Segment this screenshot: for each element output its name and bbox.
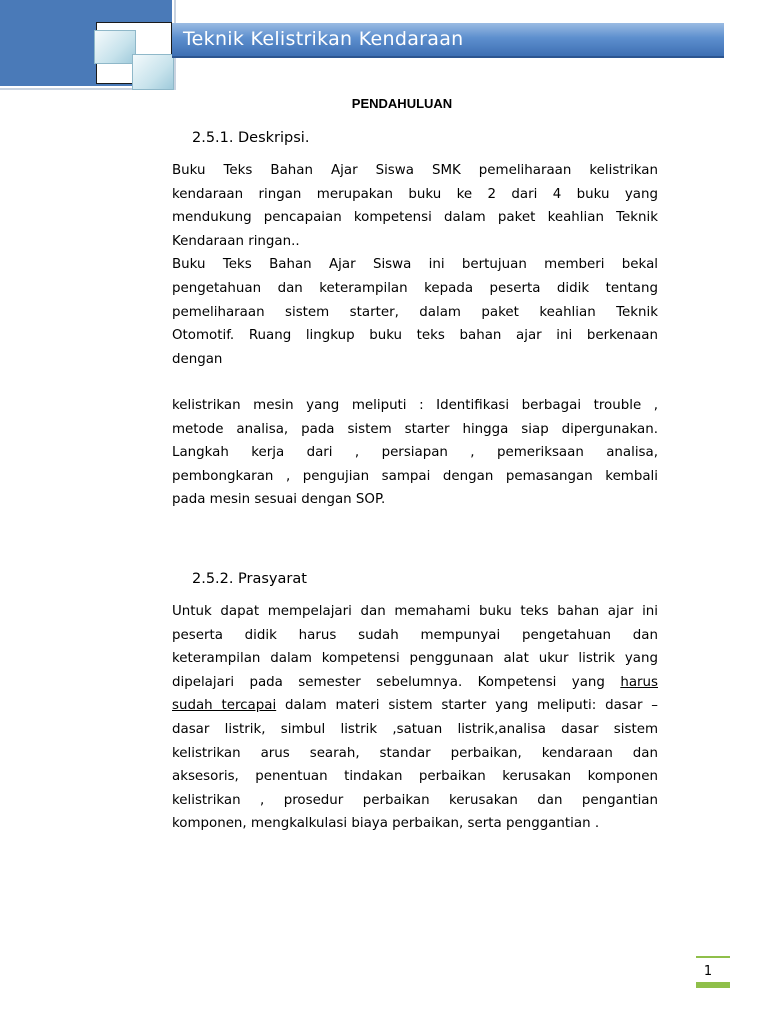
text-line: Otomotif. Ruang lingkup buku teks bahan ajar ini berkenaan xyxy=(172,328,658,344)
text-line: pengetahuan dan keterampilan kepada peserta didik tentang xyxy=(172,280,658,296)
header-square-decoration-2 xyxy=(132,54,174,90)
text-line: Buku Teks Bahan Ajar Siswa SMK pemeliharaan kelistrikan xyxy=(172,163,658,178)
page-number-rule-bottom xyxy=(696,982,730,988)
text-run: dalam materi sistem starter yang meliputi: dasar – xyxy=(276,698,658,714)
page-number: 1 xyxy=(703,964,713,979)
header-title-bar xyxy=(172,23,724,58)
section-heading-deskripsi xyxy=(192,130,309,146)
underlined-text: harus xyxy=(620,674,658,690)
page-number-box xyxy=(696,956,730,988)
text-line: kelistrikan arus searah, standar perbaikan, kendaraan dan xyxy=(172,745,658,761)
section-title: Deskripsi. xyxy=(238,130,310,146)
underlined-text: sudah tercapai xyxy=(172,698,277,714)
text-line xyxy=(172,671,658,695)
paragraph-prasyarat xyxy=(172,600,658,836)
paragraph-deskripsi-1 xyxy=(172,159,658,371)
text-line: keterampilan dalam kompetensi penggunaan alat ukur listrik yang xyxy=(172,651,658,667)
text-line: Kendaraan ringan.. xyxy=(172,233,300,249)
document-title: Teknik Kelistrikan Kendaraan xyxy=(183,28,464,50)
text-line: pembongkaran , pengujian sampai dengan pemasangan kembali xyxy=(172,468,658,484)
text-line: kelistrikan mesin yang meliputi : Identifikasi berbagai trouble , xyxy=(172,398,658,413)
text-line: komponen, mengkalkulasi biaya perbaikan, serta penggantian . xyxy=(172,816,600,832)
text-line: pemeliharaan sistem starter, dalam paket keahlian Teknik xyxy=(172,304,658,320)
text-line: Buku Teks Bahan Ajar Siswa ini bertujuan memberi bekal xyxy=(172,257,658,273)
text-line: mendukung pencapaian kompetensi dalam paket keahlian Teknik xyxy=(172,210,658,226)
text-line xyxy=(172,694,658,718)
header-square-decoration-1 xyxy=(94,30,136,64)
text-line: Langkah kerja dari , persiapan , pemeriksaan analisa, xyxy=(172,445,658,461)
text-line: kendaraan ringan merupakan buku ke 2 dari 4 buku yang xyxy=(172,186,658,202)
text-line: dasar listrik, simbul listrik ,satuan listrik,analisa dasar sistem xyxy=(172,721,658,737)
page-number-rule-top xyxy=(696,956,730,958)
text-line: pada mesin sesuai dengan SOP. xyxy=(172,492,386,508)
text-line: kelistrikan , prosedur perbaikan kerusakan dan pengantian xyxy=(172,792,658,808)
paragraph-deskripsi-2 xyxy=(172,394,658,512)
text-run: dipelajari pada semester sebelumnya. Kompetensi yang xyxy=(172,674,621,690)
section-heading-prasyarat xyxy=(192,571,307,587)
text-line: metode analisa, pada sistem starter hingga siap dipergunakan. xyxy=(172,421,658,437)
text-line: dengan xyxy=(172,351,223,367)
text-line: peserta didik harus sudah mempunyai pengetahuan dan xyxy=(172,627,658,643)
main-heading: PENDAHULUAN xyxy=(351,96,453,111)
section-number: 2.5.2. xyxy=(192,571,234,587)
text-line: Untuk dapat mempelajari dan memahami buku teks bahan ajar ini xyxy=(172,604,658,619)
section-title: Prasyarat xyxy=(238,571,307,587)
text-line: aksesoris, penentuan tindakan perbaikan kerusakan komponen xyxy=(172,769,658,785)
section-number: 2.5.1. xyxy=(192,130,234,146)
